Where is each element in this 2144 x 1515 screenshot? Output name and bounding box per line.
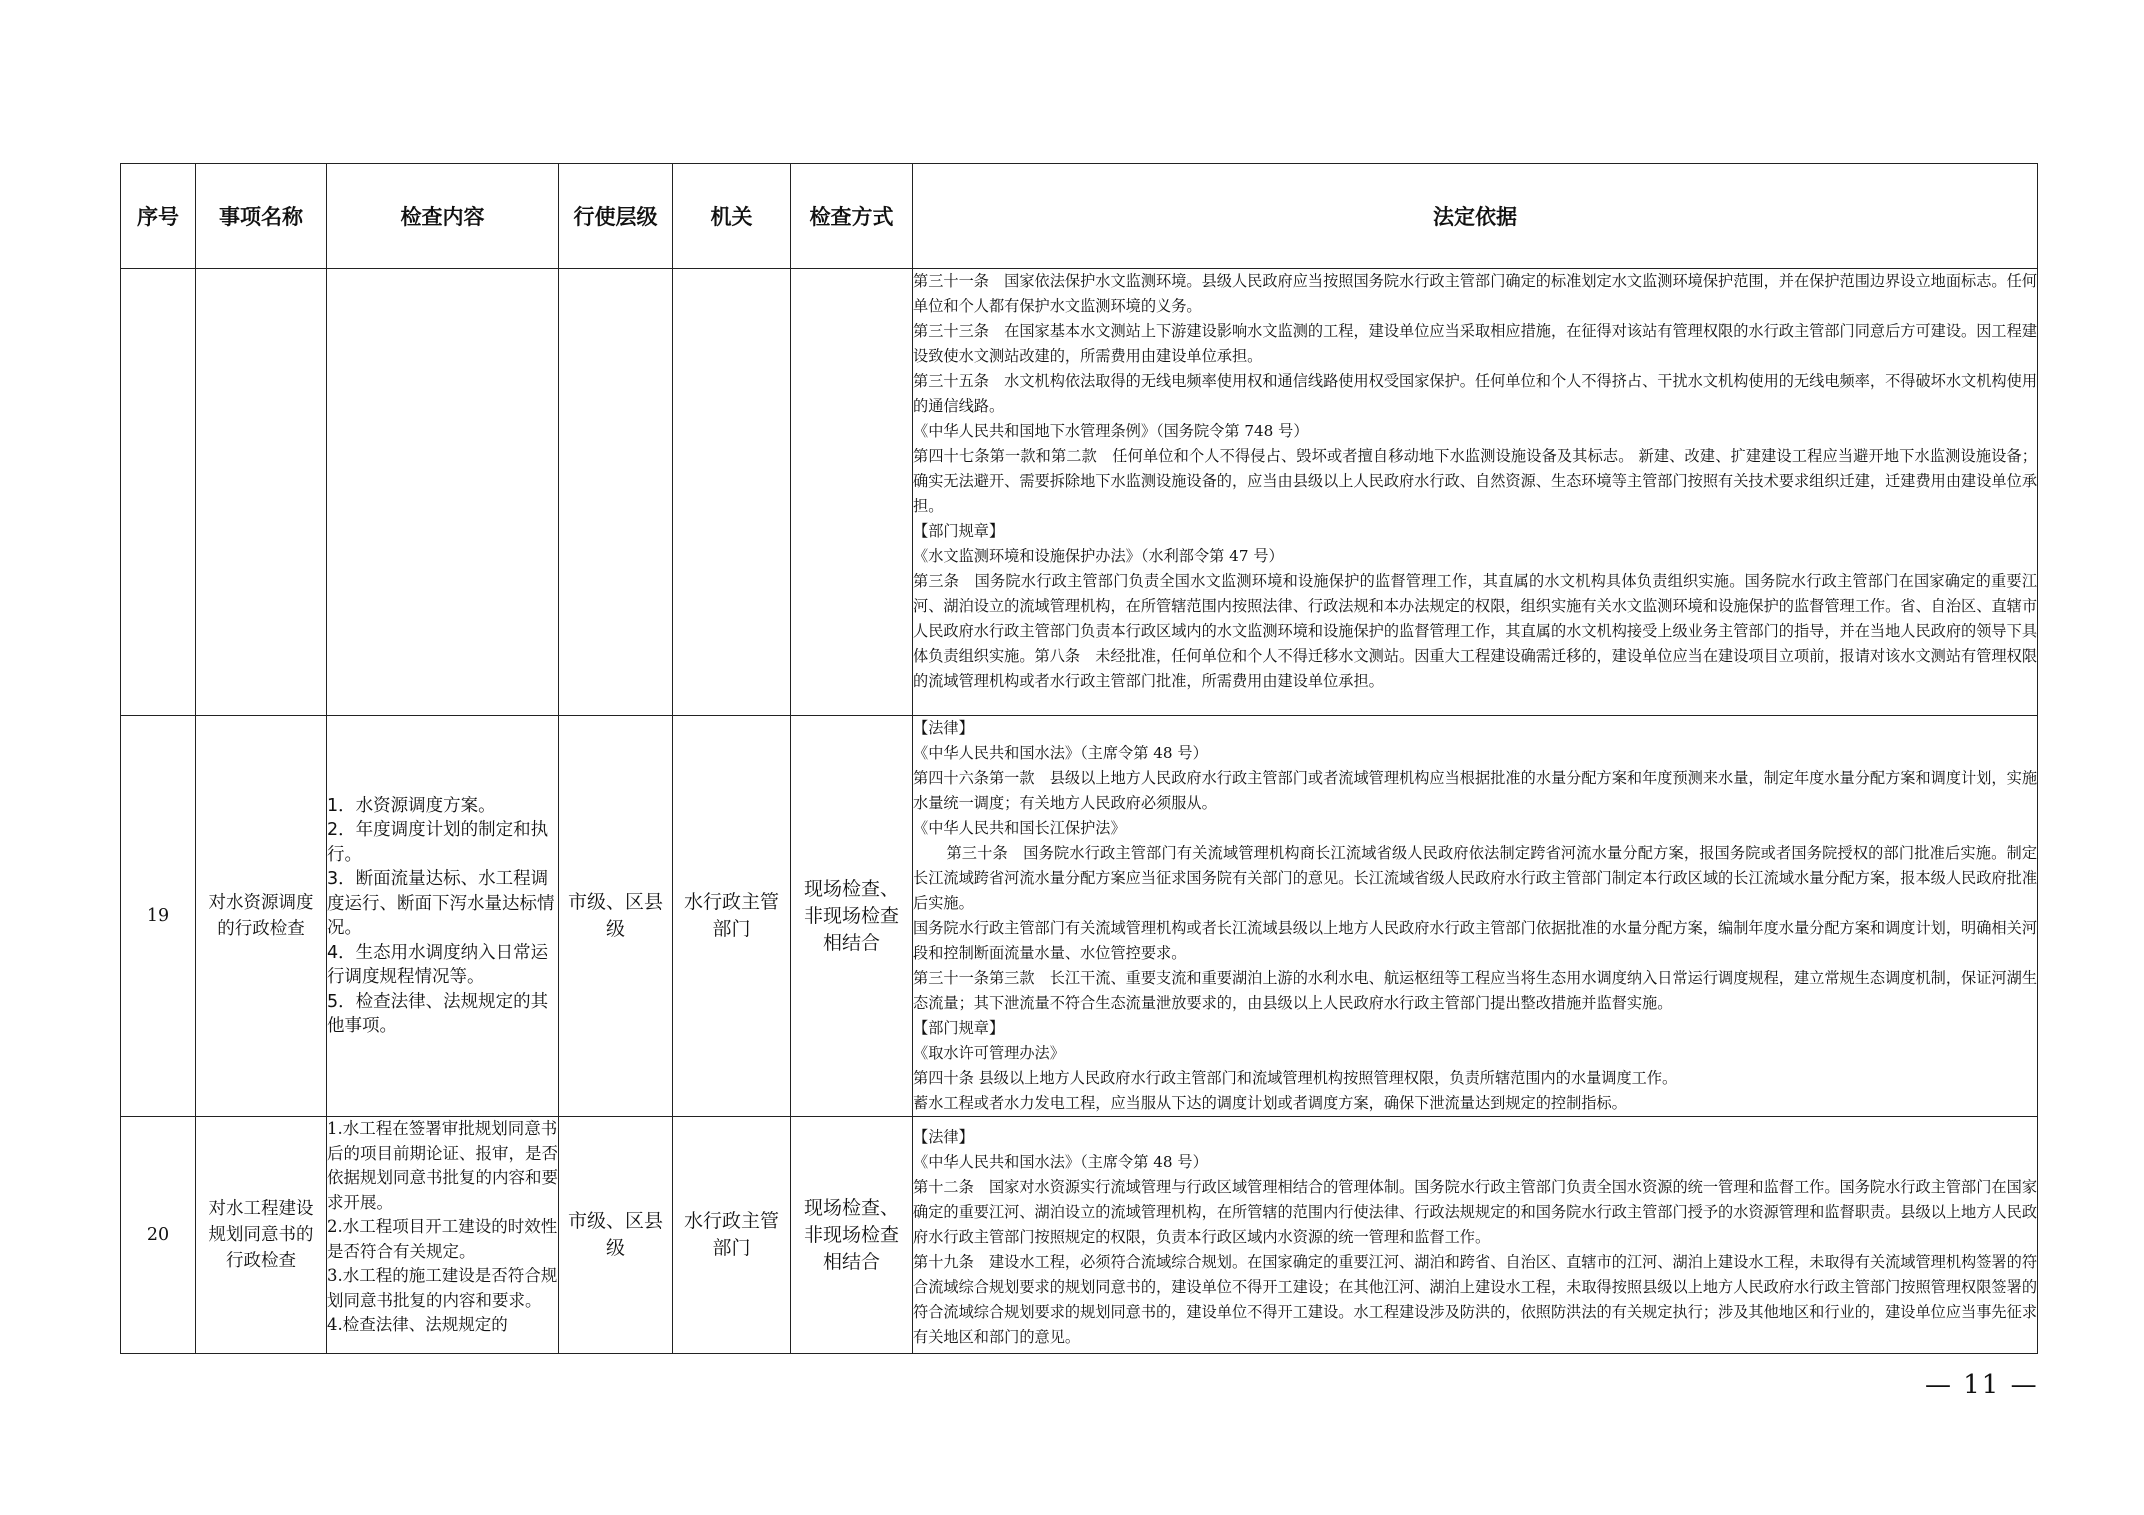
- basis-line: 国务院水行政主管部门有关流域管理机构或者长江流域县级以上地方人民政府水行政主管部门依据批准的水量分配方案，编制年度水量分配方案和调度计划，明确相关河段和控制断面流量水量、水位管控要求。: [913, 919, 2037, 962]
- cell-method: 现场检查、非现场检查相结合: [791, 1117, 913, 1354]
- content-item: 2.水工程项目开工建设的时效性是否符合有关规定。: [327, 1217, 558, 1261]
- content-item: 1．水资源调度方案。: [327, 795, 496, 816]
- cell-basis: [913, 269, 2038, 716]
- cell-name: 对水资源调度的行政检查: [196, 716, 327, 1117]
- content-item: 5．检查法律、法规规定的其他事项。: [327, 991, 549, 1036]
- basis-line: 《水文监测环境和设施保护办法》（水利部令第 47 号）: [913, 547, 1284, 565]
- cell-content: [327, 269, 559, 716]
- table-row-19: [121, 716, 2038, 1117]
- basis-line: 《中华人民共和国水法》（主席令第 48 号）: [913, 744, 1208, 762]
- basis-line: 第三十一条第三款 长江干流、重要支流和重要湖泊上游的水利水电、航运枢纽等工程应当将生态用水调度纳入日常运行调度规程，建立常规生态调度机制，保证河湖生态流量；其下泄流量不符合生态流量泄放要求的，由县级以上人民政府水行政主管部门提出整改措施并监督实施。: [913, 969, 2037, 1012]
- basis-line: 第三十条 国务院水行政主管部门有关流域管理机构商长江流域省级人民政府依法制定跨省河流水量分配方案，报国务院或者国务院授权的部门批准后实施。制定长江流域跨省河流水量分配方案应当征求国务院有关部门的意见。长江流域省级人民政府水行政主管部门制定本行政区域的长江流域水量分配方案，报本级人民政府批准后实施。: [913, 844, 2037, 912]
- basis-line: 【部门规章】: [913, 522, 1005, 540]
- header-no: 序号: [121, 164, 196, 269]
- cell-org: 水行政主管部门: [673, 716, 791, 1117]
- basis-line: 第四十六条第一款 县级以上地方人民政府水行政主管部门或者流域管理机构应当根据批准的水量分配方案和年度预测来水量，制定年度水量分配方案和调度计划，实施水量统一调度；有关地方人民政府必须服从。: [913, 769, 2037, 812]
- cell-no: [121, 269, 196, 716]
- table-row-20: [121, 1117, 2038, 1354]
- basis-line: 第十九条 建设水工程，必须符合流域综合规划。在国家确定的重要江河、湖泊和跨省、自治区、直辖市的江河、湖泊上建设水工程，未取得有关流域管理机构签署的符合流域综合规划要求的规划同意书的，建设单位不得开工建设；在其他江河、湖泊上建设水工程，未取得按照县级以上地方人民政府水行政主管部门按照管理权限签署的符合流域综合规划要求的规划同意书的，建设单位不得开工建设。水工程建设涉及防洪的，依照防洪法的有关规定执行；涉及其他地区和行业的，建设单位应当事先征求有关地区和部门的意见。: [913, 1253, 2037, 1346]
- content-item: 1.水工程在签署审批规划同意书后的项目前期论证、报审，是否依据规划同意书批复的内容和要求开展。: [327, 1119, 558, 1212]
- inspection-table: [120, 163, 2038, 1354]
- basis-line: 第四十条 县级以上地方人民政府水行政主管部门和流域管理机构按照管理权限，负责所辖范围内的水量调度工作。: [913, 1069, 1678, 1087]
- content-item: 3.水工程的施工建设是否符合规划同意书批复的内容和要求。: [327, 1266, 558, 1310]
- basis-line: 【部门规章】: [913, 1019, 1005, 1037]
- cell-content: [327, 716, 559, 1117]
- header-basis: 法定依据: [913, 164, 2038, 269]
- cell-basis: [913, 716, 2038, 1117]
- table-row-continued: [121, 269, 2038, 716]
- header-org: 机关: [673, 164, 791, 269]
- basis-line: 《中华人民共和国长江保护法》: [913, 819, 1126, 837]
- page-number: — 11 —: [1925, 1370, 2039, 1400]
- content-item: 2．年度调度计划的制定和执行。: [327, 820, 549, 865]
- cell-name: [196, 269, 327, 716]
- cell-no: 19: [121, 716, 196, 1117]
- cell-no: 20: [121, 1117, 196, 1354]
- basis-line: 《中华人民共和国地下水管理条例》（国务院令第 748 号）: [913, 422, 1309, 440]
- header-name: 事项名称: [196, 164, 327, 269]
- basis-line: 第三十一条 国家依法保护水文监测环境。县级人民政府应当按照国务院水行政主管部门确定的标准划定水文监测环境保护范围，并在保护范围边界设立地面标志。任何单位和个人都有保护水文监测环境的义务。: [913, 272, 2037, 315]
- cell-org: [673, 269, 791, 716]
- cell-level: 市级、区县级: [559, 1117, 673, 1354]
- basis-line: 第三十五条 水文机构依法取得的无线电频率使用权和通信线路使用权受国家保护。任何单位和个人不得挤占、干扰水文机构使用的无线电频率，不得破坏水文机构使用的通信线路。: [913, 372, 2037, 415]
- cell-level: [559, 269, 673, 716]
- basis-line: 第四十七条第一款和第二款 任何单位和个人不得侵占、毁坏或者擅自移动地下水监测设施设备及其标志。 新建、改建、扩建建设工程应当避开地下水监测设施设备；确实无法避开、需要拆除地下水监测设施设备的，应当由县级以上人民政府水行政、自然资源、生态环境等主管部门按照有关技术要求组织迁建，迁建费用由建设单位承担。: [913, 447, 2037, 515]
- cell-name: 对水工程建设规划同意书的行政检查: [196, 1117, 327, 1354]
- basis-line: 第三条 国务院水行政主管部门负责全国水文监测环境和设施保护的监督管理工作，其直属的水文机构具体负责组织实施。国务院水行政主管部门在国家确定的重要江河、湖泊设立的流域管理机构，在所管辖范围内按照法律、行政法规和本办法规定的权限，组织实施有关水文监测环境和设施保护的监督管理工作。省、自治区、直辖市人民政府水行政主管部门负责本行政区域内的水文监测环境和设施保护的监督管理工作，其直属的水文机构接受上级业务主管部门的指导，并在当地人民政府的领导下具体负责组织实施。第八条 未经批准，任何单位和个人不得迁移水文测站。因重大工程建设确需迁移的，建设单位应当在建设项目立项前，报请对该水文测站有管理权限的流域管理机构或者水行政主管部门批准，所需费用由建设单位承担。: [913, 572, 2037, 690]
- basis-line: 第三十三条 在国家基本水文测站上下游建设影响水文监测的工程，建设单位应当采取相应措施，在征得对该站有管理权限的水行政主管部门同意后方可建设。因工程建设致使水文测站改建的，所需费用由建设单位承担。: [913, 322, 2037, 365]
- cell-org: 水行政主管部门: [673, 1117, 791, 1354]
- cell-method: [791, 269, 913, 716]
- cell-method: 现场检查、非现场检查相结合: [791, 716, 913, 1117]
- basis-line: 【法律】: [913, 719, 974, 737]
- content-item: 4.检查法律、法规规定的: [327, 1315, 508, 1334]
- table-header-row: [121, 164, 2038, 269]
- cell-basis: [913, 1117, 2038, 1354]
- basis-line: 《取水许可管理办法》: [913, 1044, 1065, 1062]
- basis-line: 《中华人民共和国水法》（主席令第 48 号）: [913, 1153, 1208, 1171]
- content-item: 3．断面流量达标、水工程调度运行、断面下泻水量达标情况。: [327, 869, 555, 938]
- cell-level: 市级、区县级: [559, 716, 673, 1117]
- content-item: 4．生态用水调度纳入日常运行调度规程情况等。: [327, 942, 549, 987]
- cell-content: [327, 1117, 559, 1354]
- header-method: 检查方式: [791, 164, 913, 269]
- basis-line: 【法律】: [913, 1128, 974, 1146]
- header-level: 行使层级: [559, 164, 673, 269]
- header-content: 检查内容: [327, 164, 559, 269]
- basis-line: 蓄水工程或者水力发电工程，应当服从下达的调度计划或者调度方案，确保下泄流量达到规定的控制指标。: [913, 1094, 1627, 1112]
- basis-line: 第十二条 国家对水资源实行流域管理与行政区域管理相结合的管理体制。国务院水行政主管部门负责全国水资源的统一管理和监督工作。国务院水行政主管部门在国家确定的重要江河、湖泊设立的流域管理机构，在所管辖的范围内行使法律、行政法规规定的和国务院水行政主管部门授予的水资源管理和监督职责。县级以上地方人民政府水行政主管部门按照规定的权限，负责本行政区域内水资源的统一管理和监督工作。: [913, 1178, 2037, 1246]
